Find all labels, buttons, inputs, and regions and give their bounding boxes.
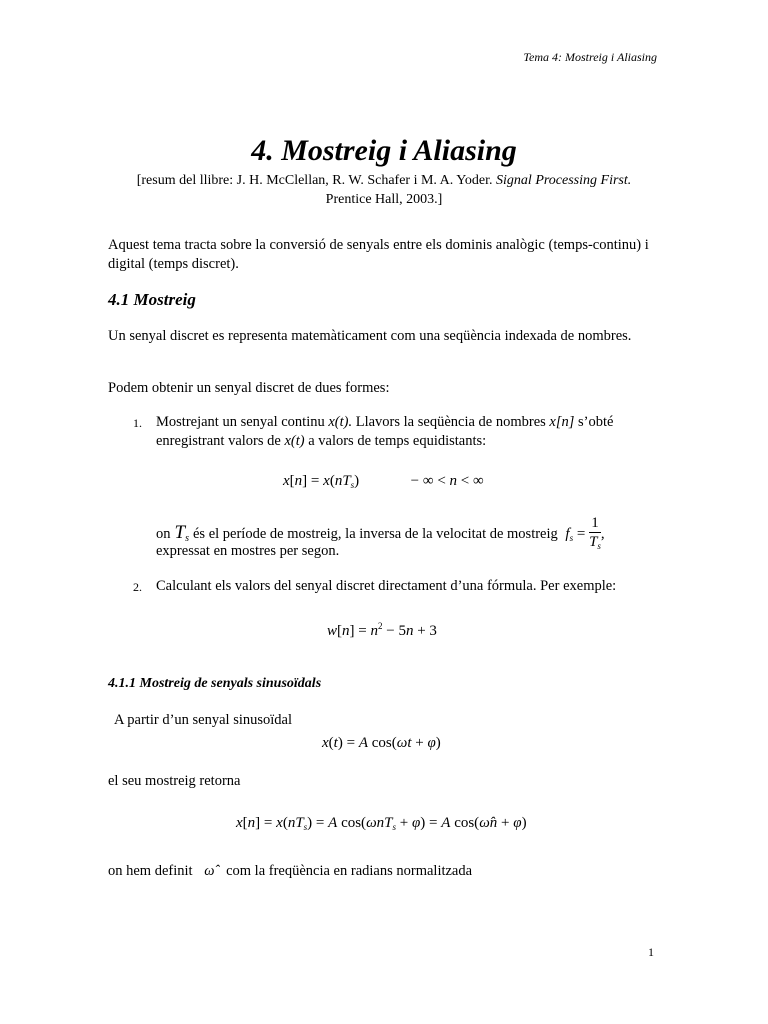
paragraph-discrete-signal: Un senyal discret es representa matemàticament com una seqüència indexada de nombres. <box>108 328 632 344</box>
equation-fs: $f_s$ = $\frac{1}{T_s}$ , <box>565 515 605 551</box>
section-heading-4-1: 4.1 Mostreig <box>108 290 196 309</box>
list-item-1-units: expressat en mostres per segon. <box>156 543 340 559</box>
paragraph-two-ways: Podem obtenir un senyal discret de dues formes: <box>108 380 390 396</box>
normalized-freq-text-b: com la freqüència en radians normalitzada <box>226 863 473 879</box>
equation-sampling: $x[n] = x(nT_s)$ − ∞ < n < ∞ <box>283 473 484 490</box>
paragraph-normalized-frequency <box>108 862 668 881</box>
paragraph-sampling-returns: el seu mostreig retorna <box>108 773 241 789</box>
item1-xt2: x(t) <box>284 433 305 449</box>
list-number-1: 1. <box>133 416 142 430</box>
page-title: 4. Mostreig i Aliasing <box>251 134 517 167</box>
list-item-2-text: Calculant els valors del senyal discret directament d’una fórmula. Per exemple: <box>156 578 617 594</box>
equation-sampled-sinusoid: $x[n] = x(nT_s) = A$ cos(ωnT$_s$ + φ) = A cos(ω̂n + φ) <box>236 815 527 832</box>
omega-hat-symbol: ω̂ <box>204 863 215 879</box>
citation-text: [resum del llibre: J. H. McClellan, R. W. Schafer i M. A. Yoder. <box>136 173 497 188</box>
citation <box>0 171 768 209</box>
item1-text-b: Llavors la seqüència de nombres <box>352 414 550 430</box>
equation-formula-example: $w[n] = n^2 - 5n + 3$ <box>327 621 437 639</box>
citation-publisher: Prentice Hall, 2003.] <box>325 192 443 207</box>
intro-paragraph: Aquest tema tracta sobre la conversió de senyals entre els dominis analògic (temps-continu) i digital (temps discret). <box>108 237 649 272</box>
list-item-1-text <box>156 413 666 451</box>
normalized-freq-text-a: on hem definit <box>108 863 193 879</box>
item1-xn: x[n] <box>549 414 575 430</box>
running-header: Tema 4: Mostreig i Aliasing <box>523 50 657 64</box>
item1-text-c: s’obté enregistrant valors de <box>156 414 614 449</box>
item1-text-a: Mostrejant un senyal continu <box>156 414 329 430</box>
list-number-2: 2. <box>133 580 142 594</box>
equation-sinusoid: x(t) = A cos(ωt + φ) <box>322 735 441 751</box>
paragraph-sinusoid: A partir d’un senyal sinusoïdal <box>114 712 293 728</box>
item1-def: és el període de mostreig, la inversa de la velocitat de mostreig <box>192 525 558 542</box>
ts-symbol: $T_s$ <box>174 521 189 544</box>
subsection-heading-4-1-1: 4.1.1 Mostreig de senyals sinusoïdals <box>108 676 322 691</box>
page-number: 1 <box>648 945 654 959</box>
item1-text-d: a valors de temps equidistants: <box>304 433 487 449</box>
item1-xt: x(t). <box>328 414 353 430</box>
item1-on: on <box>156 525 171 542</box>
citation-book-title: Signal Processing First. <box>496 173 632 188</box>
